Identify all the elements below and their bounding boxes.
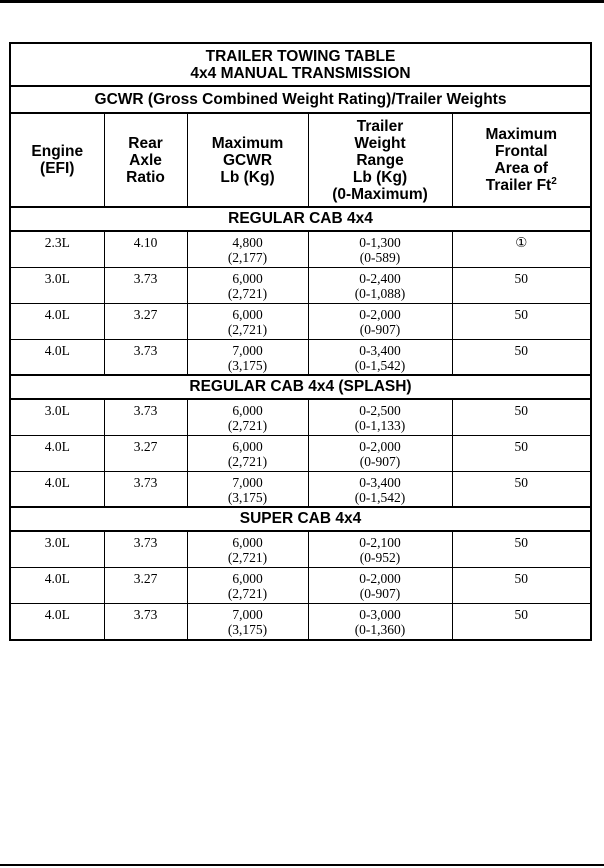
max-gcwr-gcwr-lb: 7,000 [232,342,263,358]
weight-range-range-lb: 0-3,400 [359,474,401,490]
weight-range-range-lb: 0-2,500 [359,403,401,418]
weight-range-range-kg: (0-907) [359,585,401,601]
axle-ratio-cell [104,303,187,339]
col-header-axle-ratio: Rear Axle Ratio [104,114,187,207]
axle-ratio-ratio: 3.73 [133,270,158,286]
weight-range-cell [308,603,452,639]
frontal-area-cell [452,471,590,507]
max-gcwr-cell [187,567,308,603]
weight-range-cell [308,267,452,303]
engine-cell [11,567,104,603]
frontal-area-area: 50 [514,306,528,322]
frontal-area-area: 50 [514,342,528,358]
table-row [11,567,590,603]
weight-range-range-lb: 0-1,300 [359,235,401,250]
axle-ratio-ratio: 3.27 [133,438,158,454]
engine-engine: 3.0L [44,403,70,418]
weight-range-range-kg: (0-907) [359,321,401,337]
table-row [11,471,590,507]
weight-range-range-kg: (0-1,360) [354,621,406,637]
col-header-engine: Engine (EFI) [11,114,104,207]
axle-ratio-cell [104,471,187,507]
engine-engine: 4.0L [44,570,70,586]
frontal-area-cell [452,303,590,339]
col-header-max-gcwr: Maximum GCWR Lb (Kg) [187,114,308,207]
max-gcwr-gcwr-lb: 6,000 [232,306,263,322]
table-title [11,44,590,87]
engine-engine: 4.0L [44,474,70,490]
table-body [11,207,590,639]
max-gcwr-cell [187,399,308,435]
weight-range-cell [308,303,452,339]
max-gcwr-gcwr-kg: (3,175) [227,489,268,505]
table-row [11,231,590,267]
max-gcwr-cell [187,471,308,507]
table-row [11,267,590,303]
max-gcwr-gcwr-lb: 6,000 [232,570,263,586]
section-title: REGULAR CAB 4x4 [11,207,590,231]
weight-range-range-kg: (0-589) [359,250,401,265]
col-header-frontal-area: Maximum Frontal Area of Trailer Ft$^2$ [452,114,590,207]
max-gcwr-gcwr-lb: 7,000 [232,474,263,490]
axle-ratio-ratio: 3.73 [133,535,158,550]
engine-cell [11,231,104,267]
bottom-rule [0,864,604,866]
section-title: REGULAR CAB 4x4 (SPLASH) [11,375,590,399]
weight-range-range-lb: 0-2,000 [359,570,401,586]
towing-table [9,42,592,641]
max-gcwr-gcwr-kg: (2,721) [227,285,268,301]
axle-ratio-cell [104,339,187,375]
max-gcwr-gcwr-lb: 6,000 [232,438,263,454]
engine-cell [11,399,104,435]
table-row [11,303,590,339]
section-header-row [11,207,590,231]
weight-range-cell [308,471,452,507]
frontal-area-cell [452,531,590,567]
frontal-area-area: 50 [514,570,528,586]
weight-range-cell [308,339,452,375]
table-subtitle: GCWR (Gross Combined Weight Rating)/Trailer Weights [11,87,590,114]
weight-range-range-kg: (0-1,133) [354,418,406,433]
header-row [11,114,590,207]
title-line-2: 4x4 MANUAL TRANSMISSION [190,65,411,82]
axle-ratio-ratio: 3.27 [133,570,158,586]
frontal-area-area: 50 [514,474,528,490]
engine-engine: 4.0L [44,306,70,322]
weight-range-cell [308,567,452,603]
axle-ratio-cell [104,603,187,639]
weight-range-range-lb: 0-2,000 [359,438,401,454]
frontal-area-area: 50 [514,606,528,622]
engine-engine: 4.0L [44,606,70,622]
frontal-area-area: 50 [514,535,528,550]
engine-cell [11,339,104,375]
data-table [11,114,590,639]
max-gcwr-gcwr-kg: (3,175) [227,621,268,637]
weight-range-range-kg: (0-907) [359,453,401,469]
frontal-area-area: 50 [514,438,528,454]
axle-ratio-ratio: 3.73 [133,403,158,418]
max-gcwr-cell [187,531,308,567]
engine-engine: 3.0L [44,270,70,286]
weight-range-cell [308,231,452,267]
frontal-area-area: 50 [514,403,528,418]
section-title: SUPER CAB 4x4 [11,507,590,531]
max-gcwr-gcwr-lb: 7,000 [232,606,263,622]
weight-range-range-kg: (0-1,542) [354,489,406,505]
weight-range-range-lb: 0-2,100 [359,535,401,550]
weight-range-range-lb: 0-3,400 [359,342,401,358]
frontal-area-cell [452,603,590,639]
top-rule [0,0,604,3]
max-gcwr-cell [187,435,308,471]
max-gcwr-gcwr-lb: 6,000 [232,403,263,418]
engine-cell [11,267,104,303]
max-gcwr-cell [187,339,308,375]
axle-ratio-ratio: 3.73 [133,342,158,358]
table-row [11,399,590,435]
engine-cell [11,531,104,567]
axle-ratio-ratio: 3.73 [133,474,158,490]
max-gcwr-cell [187,603,308,639]
frontal-area-cell [452,435,590,471]
table-row [11,531,590,567]
weight-range-range-kg: (0-1,088) [354,285,406,301]
frontal-area-area: 50 [514,270,528,286]
weight-range-cell [308,399,452,435]
max-gcwr-gcwr-lb: 6,000 [232,270,263,286]
max-gcwr-gcwr-kg: (2,721) [227,585,268,601]
max-gcwr-gcwr-kg: (2,721) [227,550,268,565]
axle-ratio-ratio: 3.27 [133,306,158,322]
max-gcwr-gcwr-kg: (2,721) [227,453,268,469]
engine-engine: 3.0L [44,535,70,550]
engine-engine: 4.0L [44,342,70,358]
table-row [11,435,590,471]
max-gcwr-gcwr-kg: (3,175) [227,357,268,373]
engine-cell [11,303,104,339]
table-row [11,603,590,639]
max-gcwr-gcwr-lb: 6,000 [232,535,263,550]
axle-ratio-ratio: 4.10 [133,235,158,250]
weight-range-range-lb: 0-3,000 [359,606,401,622]
axle-ratio-ratio: 3.73 [133,606,158,622]
axle-ratio-cell [104,435,187,471]
max-gcwr-gcwr-lb: 4,800 [232,235,263,250]
axle-ratio-cell [104,267,187,303]
frontal-area-cell [452,231,590,267]
frontal-area-area: ① [515,235,528,250]
axle-ratio-cell [104,399,187,435]
frontal-area-cell [452,339,590,375]
section-header-row [11,375,590,399]
frontal-area-cell [452,267,590,303]
max-gcwr-cell [187,267,308,303]
engine-engine: 4.0L [44,438,70,454]
engine-cell [11,435,104,471]
title-line-1: TRAILER TOWING TABLE [205,48,396,65]
max-gcwr-cell [187,231,308,267]
weight-range-range-lb: 0-2,000 [359,306,401,322]
weight-range-cell [308,531,452,567]
frontal-area-cell [452,567,590,603]
engine-cell [11,603,104,639]
weight-range-range-lb: 0-2,400 [359,270,401,286]
weight-range-range-kg: (0-952) [359,550,401,565]
col-header-weight-range: Trailer Weight Range Lb (Kg) (0-Maximum) [308,114,452,207]
axle-ratio-cell [104,531,187,567]
axle-ratio-cell [104,567,187,603]
engine-engine: 2.3L [44,235,70,250]
section-header-row [11,507,590,531]
engine-cell [11,471,104,507]
max-gcwr-gcwr-kg: (2,721) [227,418,268,433]
frontal-area-cell [452,399,590,435]
max-gcwr-gcwr-kg: (2,177) [227,250,268,265]
max-gcwr-gcwr-kg: (2,721) [227,321,268,337]
axle-ratio-cell [104,231,187,267]
max-gcwr-cell [187,303,308,339]
weight-range-cell [308,435,452,471]
weight-range-range-kg: (0-1,542) [354,357,406,373]
superscript-2: 2 [551,176,557,187]
table-row [11,339,590,375]
